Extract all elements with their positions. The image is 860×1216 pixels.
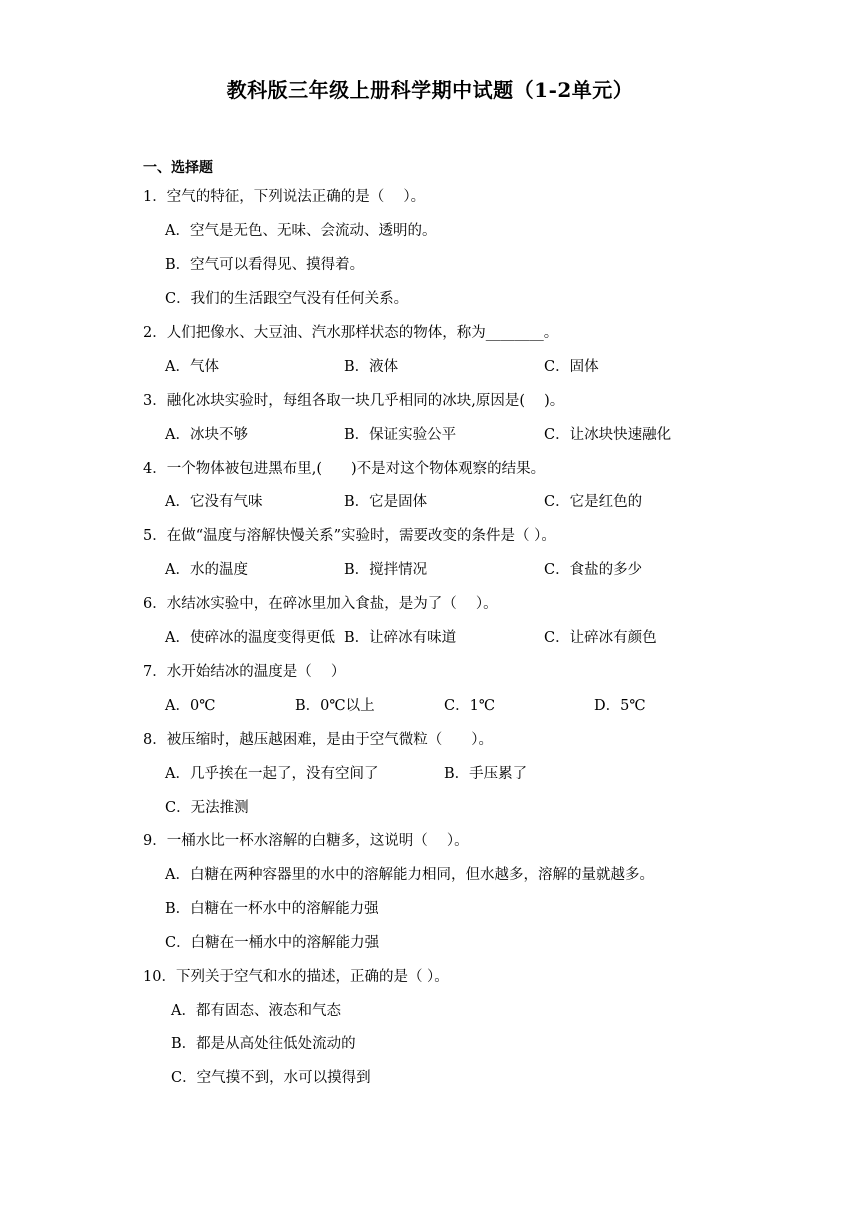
question-8: 8．被压缩时，越压越困难，是由于空气微粒（ ）。: [143, 732, 493, 748]
q7-option-c[interactable]: C．1℃: [444, 698, 496, 714]
question-7: 7．水开始结冰的温度是（ ）: [143, 664, 346, 680]
q1-option-a[interactable]: A．空气是无色、无味、会流动、透明的。: [165, 223, 437, 239]
question-6: 6．水结冰实验中，在碎冰里加入食盐，是为了（ ）。: [143, 596, 498, 612]
q5-option-b[interactable]: B．搅拌情况: [344, 562, 428, 578]
question-5: 5．在做“温度与溶解快慢关系”实验时，需要改变的条件是（ ）。: [143, 528, 556, 544]
question-4: 4．一个物体被包进黑布里,( )不是对这个物体观察的结果。: [143, 461, 546, 477]
q10-option-c[interactable]: C．空气摸不到，水可以摸得到: [171, 1070, 371, 1086]
q8-option-a[interactable]: A．几乎挨在一起了，没有空间了: [165, 766, 379, 782]
q9-option-b[interactable]: B．白糖在一杯水中的溶解能力强: [165, 901, 379, 917]
q2-option-a[interactable]: A．气体: [165, 359, 219, 375]
q7-option-a[interactable]: A．0℃: [165, 698, 216, 714]
q6-option-a[interactable]: A．使碎冰的温度变得更低: [165, 630, 335, 646]
q3-option-a[interactable]: A．冰块不够: [165, 427, 248, 443]
q2-option-c[interactable]: C．固体: [544, 359, 599, 375]
question-10: 10．下列关于空气和水的描述，正确的是（ ）。: [143, 969, 449, 985]
q9-option-a[interactable]: A．白糖在两种容器里的水中的溶解能力相同，但水越多，溶解的量就越多。: [165, 867, 654, 883]
q9-option-c[interactable]: C．白糖在一桶水中的溶解能力强: [165, 935, 380, 951]
question-2: 2．人们把像水、大豆油、汽水那样状态的物体，称为________。: [143, 325, 559, 341]
question-3: 3．融化冰块实验时，每组各取一块几乎相同的冰块,原因是( )。: [143, 393, 565, 409]
q8-option-b[interactable]: B．手压累了: [444, 766, 528, 782]
question-9: 9．一桶水比一杯水溶解的白糖多，这说明（ ）。: [143, 833, 469, 849]
section-heading: 一、选择题: [143, 160, 213, 176]
q8-option-c[interactable]: C．无法推测: [165, 800, 249, 816]
q4-option-a[interactable]: A．它没有气味: [165, 494, 263, 510]
q1-option-c[interactable]: C．我们的生活跟空气没有任何关系。: [165, 291, 409, 307]
q6-option-b[interactable]: B．让碎冰有味道: [344, 630, 457, 646]
q10-option-a[interactable]: A．都有固态、液态和气态: [171, 1003, 341, 1019]
q3-option-c[interactable]: C．让冰块快速融化: [544, 427, 672, 443]
q2-option-b[interactable]: B．液体: [344, 359, 399, 375]
q7-option-d[interactable]: D．5℃: [594, 698, 646, 714]
q10-option-b[interactable]: B．都是从高处往低处流动的: [171, 1036, 356, 1052]
q5-option-a[interactable]: A．水的温度: [165, 562, 248, 578]
question-1: 1．空气的特征，下列说法正确的是（ ）。: [143, 189, 426, 205]
q3-option-b[interactable]: B．保证实验公平: [344, 427, 457, 443]
q4-option-b[interactable]: B．它是固体: [344, 494, 428, 510]
q5-option-c[interactable]: C．食盐的多少: [544, 562, 643, 578]
q6-option-c[interactable]: C．让碎冰有颜色: [544, 630, 657, 646]
q7-option-b[interactable]: B．0℃以上: [295, 698, 375, 714]
page-title: 教科版三年级上册科学期中试题（1-2单元）: [226, 78, 634, 102]
q1-option-b[interactable]: B．空气可以看得见、摸得着。: [165, 257, 365, 273]
q4-option-c[interactable]: C．它是红色的: [544, 494, 643, 510]
